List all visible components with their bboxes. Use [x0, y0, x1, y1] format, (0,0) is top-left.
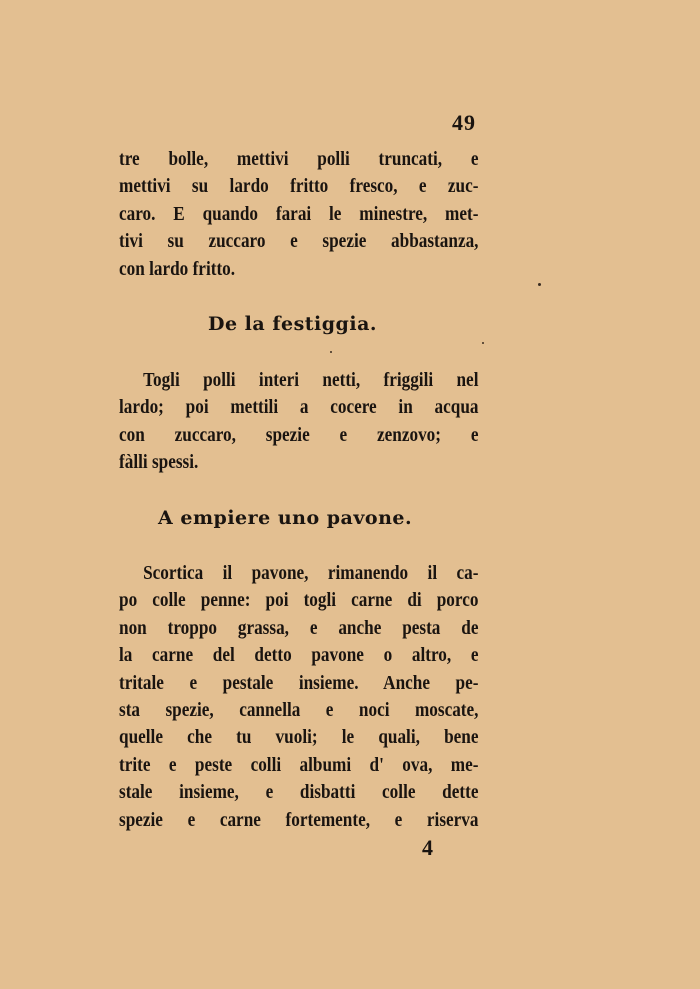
recipe-heading: A empiere uno pavone. [158, 507, 413, 529]
text-line: tivi su zuccaro e spezie abbastanza, [119, 230, 479, 253]
text-line: stale insieme, e disbatti colle dette [119, 781, 479, 804]
text-line: caro. E quando farai le minestre, met- [119, 202, 479, 225]
text-line: la carne del detto pavone o altro, e [119, 644, 479, 667]
text-line: sta spezie, cannella e noci moscate, [119, 698, 479, 721]
ink-speck [482, 342, 484, 344]
text-line: non troppo grassa, e anche pesta de [119, 616, 479, 639]
signature-mark: 4 [422, 835, 433, 860]
text-line: fàlli spessi. [119, 451, 199, 474]
paragraph-1 [119, 146, 479, 283]
page-number: 49 [452, 110, 476, 135]
recipe-heading: De la festiggia. [208, 313, 377, 335]
text-line: quelle che tu vuoli; le quali, bene [119, 726, 479, 749]
text-line: tre bolle, mettivi polli truncati, e [119, 148, 479, 170]
paragraph-2 [119, 367, 479, 477]
text-line: trite e peste colli albumi d' ova, me- [119, 753, 479, 776]
ink-speck [330, 351, 332, 353]
text-line: Scortica il pavone, rimanendo il ca- [143, 562, 479, 584]
text-line: mettivi su lardo fritto fresco, e zuc- [119, 175, 479, 198]
text-line: con zuccaro, spezie e zenzovo; e [119, 423, 479, 446]
text-line: lardo; poi mettili a cocere in acqua [119, 396, 479, 419]
text-line: tritale e pestale insieme. Anche pe- [119, 671, 479, 694]
text-line: po colle penne: poi togli carne di porco [119, 589, 479, 612]
text-line: con lardo fritto. [119, 257, 236, 280]
ink-speck [538, 283, 541, 286]
text-line: Togli polli interi netti, friggili nel [143, 369, 479, 391]
text-line: spezie e carne fortemente, e riserva [119, 808, 479, 831]
paragraph-3 [119, 560, 479, 834]
